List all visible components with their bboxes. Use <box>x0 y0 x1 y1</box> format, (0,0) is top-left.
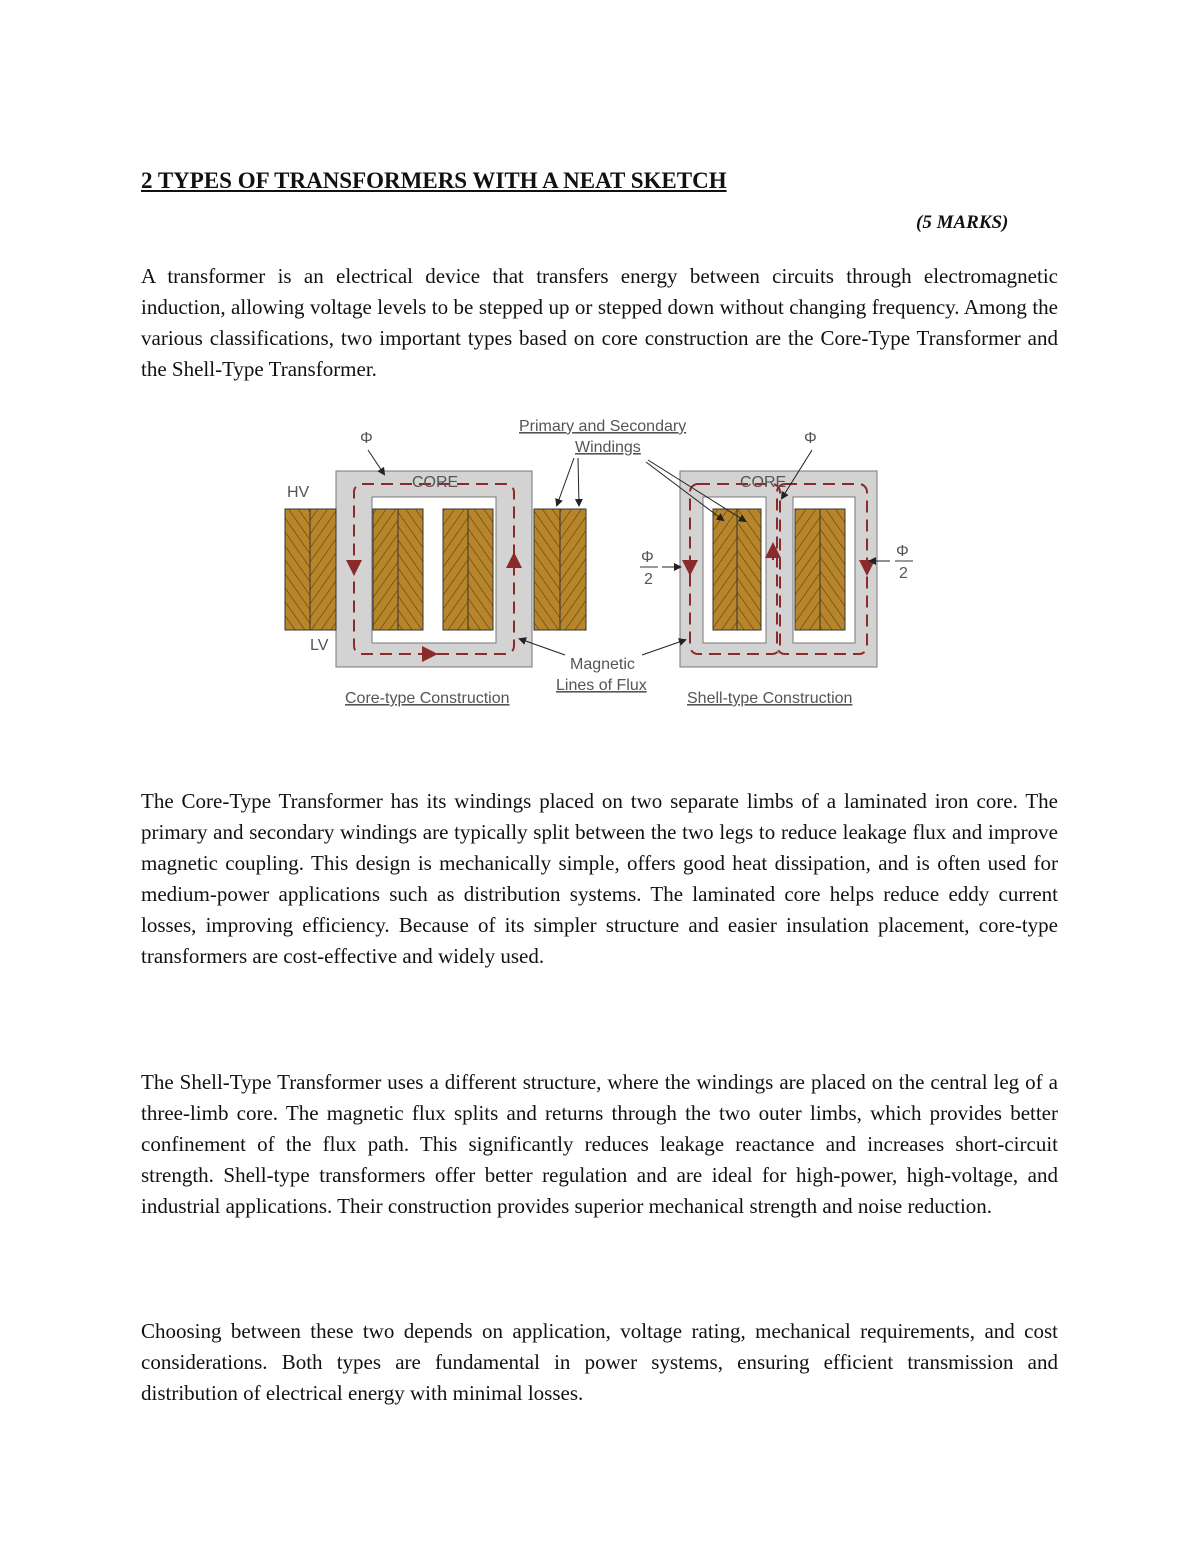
phi-label: Φ <box>804 430 817 447</box>
windings-label-2: Windings <box>575 439 641 456</box>
phi-half-label: Φ <box>641 549 654 566</box>
marks-label: (5 MARKS) <box>916 212 1009 233</box>
core-type-transformer <box>285 430 586 707</box>
core-type-paragraph: The Core-Type Transformer has its windings placed on two separate limbs of a laminated iron core. The primary and secondary windings are typically split between the two legs to reduce leakage flux and improve magnetic coupling. This design is mechanically simple, offers good heat dissipation, and is often used for medium-power applications such as distribution systems. The laminated core helps reduce eddy current losses, improving efficiency. Because of its simpler structure and easier insulation placement, core-type transformers are cost-effective and widely used. <box>141 789 1058 968</box>
core-caption: Core-type Construction <box>345 690 510 707</box>
windings-label: Primary and Secondary <box>519 418 687 435</box>
shell-type-paragraph: The Shell-Type Transformer uses a different structure, where the windings are placed on the central leg of a three-limb core. The magnetic flux splits and returns through the two outer limbs, which provides better confinement of the flux path. This significantly reduces leakage reactance and increases short-circuit strength. Shell-type transformers offer better regulation and are ideal for high-power, high-voltage, and industrial applications. Their construction provides superior mechanical strength and noise reduction. <box>141 1070 1058 1218</box>
phi-half-denominator: 2 <box>644 571 653 588</box>
core-label: CORE <box>412 474 459 491</box>
conclusion-paragraph: Choosing between these two depends on application, voltage rating, mechanical requirements, and cost considerations. Both types are fundamental in power systems, ensuring efficient transmission and distribution of electrical energy with minimal losses. <box>141 1319 1058 1405</box>
hv-label: HV <box>287 484 310 501</box>
core-label: CORE <box>740 474 787 491</box>
phi-half-denominator: 2 <box>899 565 908 582</box>
shell-caption: Shell-type Construction <box>687 690 853 707</box>
page-title: 2 TYPES OF TRANSFORMERS WITH A NEAT SKETCH <box>141 168 727 193</box>
phi-label: Φ <box>360 430 373 447</box>
flux-label-2: Lines of Flux <box>556 677 647 694</box>
intro-paragraph: A transformer is an electrical device that transfers energy between circuits through electromagnetic induction, allowing voltage levels to be stepped up or stepped down without changing frequency. Among the various classifications, two important types based on core construction are the Core-Type Transformer and the Shell-Type Transformer. <box>141 264 1058 381</box>
transformer-diagram <box>280 410 920 710</box>
lv-label: LV <box>310 637 329 654</box>
flux-label: Magnetic <box>570 656 635 673</box>
shell-type-transformer <box>640 430 913 707</box>
phi-half-label: Φ <box>896 543 909 560</box>
